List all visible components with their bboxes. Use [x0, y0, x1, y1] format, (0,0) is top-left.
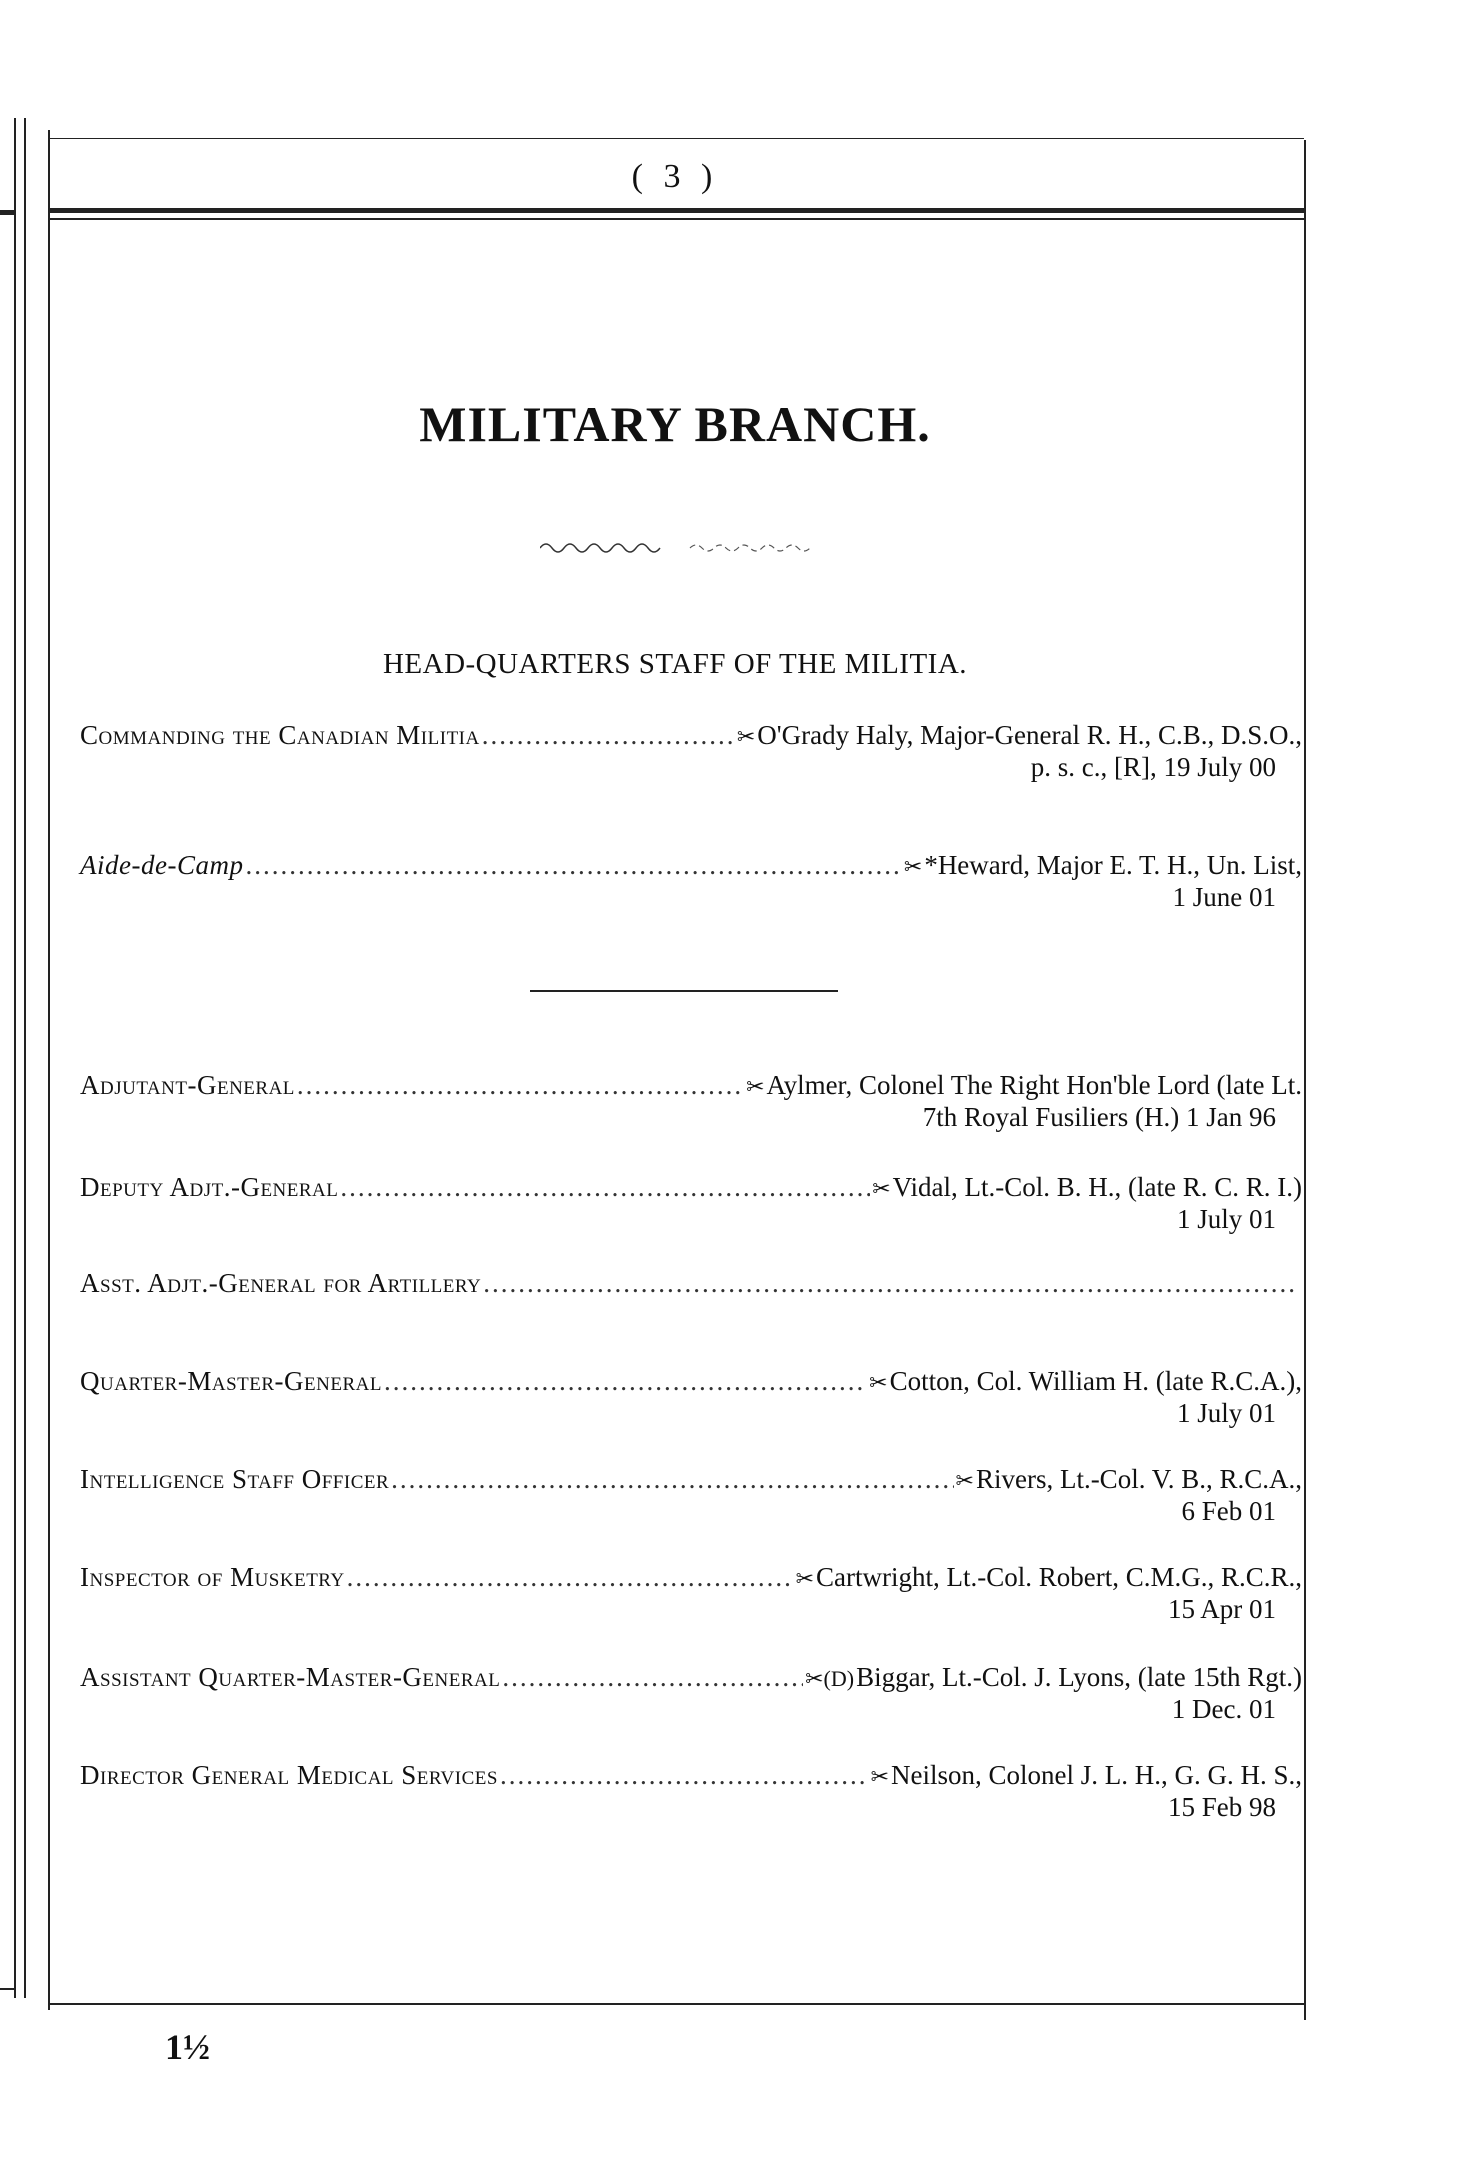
header-double-rule-thin	[50, 218, 1304, 220]
dot-leader	[391, 1464, 953, 1494]
dot-leader	[384, 1366, 867, 1396]
section-separator	[530, 990, 838, 992]
left-tick-bottom	[0, 1988, 14, 1990]
officer-details: 15 Apr 01	[1168, 1594, 1276, 1624]
office-title: Intelligence Staff Officer	[80, 1464, 390, 1494]
officer-name: O'Grady Haly, Major-General R. H., C.B., D.S.O.,	[757, 720, 1302, 750]
dot-leader	[245, 850, 901, 880]
title-ornament	[540, 536, 820, 556]
office-title: Director General Medical Services	[80, 1760, 498, 1790]
officer-details: 1 June 01	[1172, 882, 1276, 912]
page-number: ( 3 )	[631, 158, 719, 195]
dot-leader	[482, 720, 735, 750]
office-title: Inspector of Musketry	[80, 1562, 345, 1592]
staff-entry	[80, 1562, 1302, 1624]
office-title: Commanding the Canadian Militia	[80, 720, 480, 750]
scissors-icon: ✂	[872, 1176, 891, 1201]
office-title: Assistant Quarter-Master-General	[80, 1662, 501, 1692]
dot-leader	[297, 1070, 744, 1100]
office-title: Aide-de-Camp	[80, 850, 244, 880]
dot-leader	[502, 1662, 803, 1692]
staff-entry	[80, 1366, 1302, 1428]
staff-entry	[80, 1662, 1302, 1724]
frame-top-rule	[50, 138, 1304, 139]
section-subtitle: HEAD-QUARTERS STAFF OF THE MILITIA.	[382, 648, 968, 680]
staff-entry	[80, 850, 1302, 912]
dot-leader	[340, 1172, 870, 1202]
officer-details: p. s. c., [R], 19 July 00	[1030, 752, 1276, 782]
dot-leader	[347, 1562, 794, 1592]
scissors-icon: ✂	[795, 1566, 814, 1591]
staff-entry	[80, 1464, 1302, 1526]
officer-name: *Heward, Major E. T. H., Un. List,	[924, 850, 1302, 880]
officer-details: 7th Royal Fusiliers (H.) 1 Jan 96	[922, 1102, 1276, 1132]
officer-name: Vidal, Lt.-Col. B. H., (late R. C. R. I.)	[892, 1172, 1302, 1202]
scissors-icon: ✂	[955, 1468, 974, 1493]
scissors-icon: ✂	[903, 854, 923, 879]
officer-name: Biggar, Lt.-Col. J. Lyons, (late 15th Rgt.)	[856, 1662, 1302, 1692]
staff-entry	[80, 1268, 1302, 1298]
staff-entry	[80, 1172, 1302, 1234]
scissors-icon: ✂	[870, 1764, 889, 1789]
officer-details: 1 July 01	[1176, 1398, 1276, 1428]
header-double-rule-thick	[50, 208, 1304, 213]
office-title: Adjutant-General	[80, 1070, 295, 1100]
frame-bottom-rule	[50, 2003, 1304, 2005]
office-title: Deputy Adjt.-General	[80, 1172, 339, 1202]
staff-entry	[80, 720, 1302, 782]
scissors-icon: ✂	[869, 1370, 888, 1395]
scissors-icon: ✂(D)	[805, 1666, 855, 1691]
staff-entry	[80, 1760, 1302, 1822]
signature-mark: 1½	[165, 2027, 210, 2067]
staff-entry	[80, 1070, 1302, 1132]
officer-name: Neilson, Colonel J. L. H., G. G. H. S.,	[891, 1760, 1302, 1790]
scissors-icon: ✂	[746, 1074, 765, 1099]
dot-leader	[483, 1268, 1298, 1298]
officer-details: 6 Feb 01	[1181, 1496, 1276, 1526]
officer-name: Aylmer, Colonel The Right Hon'ble Lord (late Lt.	[766, 1070, 1302, 1100]
officer-details: 1 July 01	[1176, 1204, 1276, 1234]
officer-name: Cotton, Col. William H. (late R.C.A.),	[889, 1366, 1302, 1396]
officer-details: 1 Dec. 01	[1171, 1694, 1276, 1724]
left-tick-top	[0, 210, 14, 215]
dot-leader	[500, 1760, 869, 1790]
office-title: Quarter-Master-General	[80, 1366, 382, 1396]
officer-details: 15 Feb 98	[1168, 1792, 1276, 1822]
officer-name: Cartwright, Lt.-Col. Robert, C.M.G., R.C.R.,	[816, 1562, 1302, 1592]
scissors-icon: ✂	[736, 724, 756, 749]
page-title: MILITARY BRANCH.	[419, 396, 931, 452]
office-title: Asst. Adjt.-General for Artillery	[80, 1268, 482, 1298]
officer-name: Rivers, Lt.-Col. V. B., R.C.A.,	[975, 1464, 1302, 1494]
